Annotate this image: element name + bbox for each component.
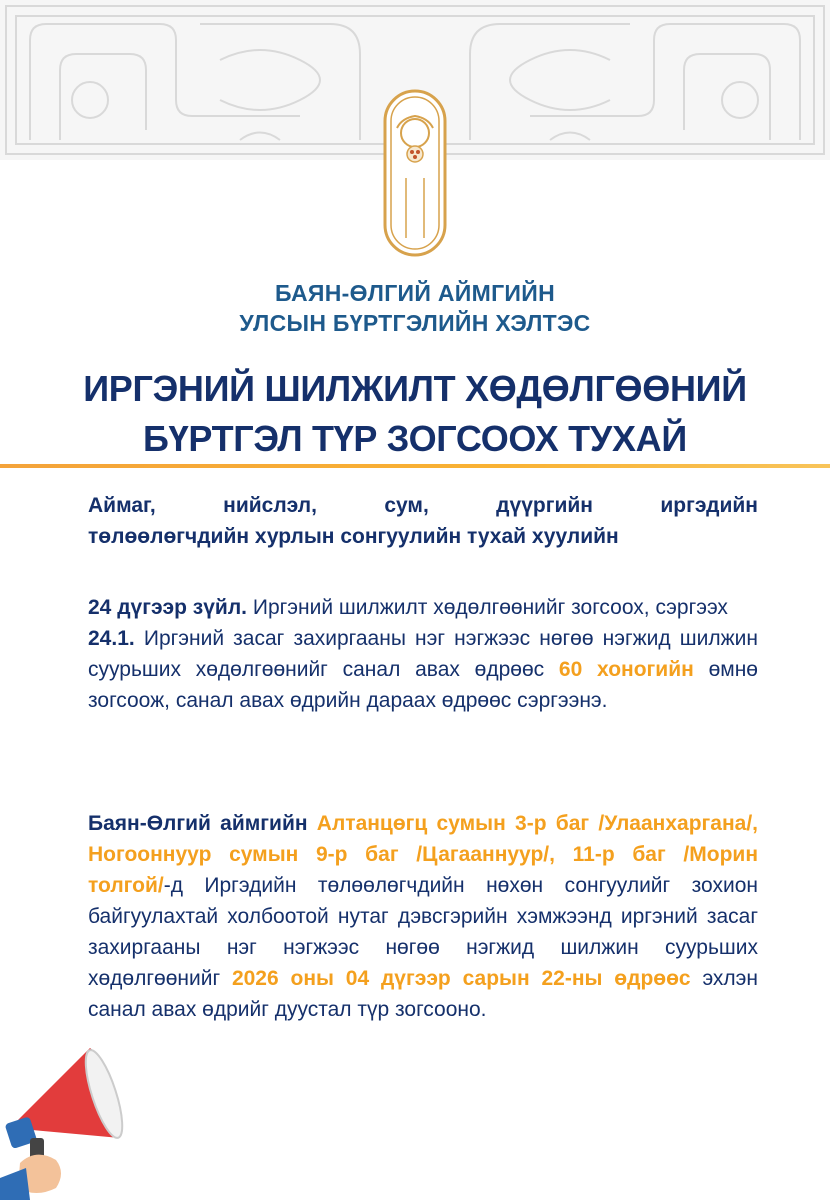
article-clause — [88, 623, 758, 716]
notice-text-b: эхлэн санал авах өдрийг дуустал түр зогсооно. — [88, 967, 758, 1021]
article-section — [88, 592, 758, 716]
clause-text-b: өмнө зогсоож, санал авах өдрийн дараах өдрөөс сэргээнэ. — [88, 658, 758, 712]
notice-lead: Баян-Өлгий аймгийн — [88, 812, 317, 835]
article-number: 24 дүгээр зүйл. — [88, 596, 248, 619]
org-name-line1: БАЯН-ӨЛГИЙ АЙМГИЙН — [275, 280, 555, 306]
notice-date: 2026 оны 04 дүгээр сарын 22-ны өдрөөс — [231, 967, 691, 990]
law-line1: Аймаг, нийслэл, сум, дүүргийн иргэдийн — [88, 494, 758, 517]
megaphone-icon — [0, 1028, 150, 1200]
page-title-line1: ИРГЭНИЙ ШИЛЖИЛТ ХӨДӨЛГӨӨНИЙ — [83, 368, 747, 409]
org-name-line2: УЛСЫН БҮРТГЭЛИЙН ХЭЛТЭС — [239, 310, 591, 336]
notice-paragraph — [88, 808, 758, 1025]
clause-text-a: Иргэний засаг захиргааны нэг нэгжээс нөгөө нэгжид шилжин суурьших хөдөлгөөнийг санал авах өдрөөс — [88, 627, 758, 681]
law-reference — [88, 490, 758, 552]
emblem-icon — [382, 88, 448, 258]
title-divider — [0, 464, 830, 468]
notice-text-a: -д Иргэдийн төлөөлөгчдийн нөхөн сонгуулийг зохион байгуулахтай холбоотой нутаг дэвсгэрийн хэмжээнд иргэний засаг захиргааны нэг нэгжээс нөгөө нэгжид шилжин суурьших хөдөлгөөнийг — [88, 874, 758, 990]
law-line2: төлөөлөгчдийн хурлын сонгуулийн тухай хуулийн — [88, 525, 619, 548]
clause-number: 24.1. — [88, 627, 135, 650]
article-heading — [88, 592, 758, 623]
notice-places: Алтанцөгц сумын 3-р баг /Улаанхаргана/, Ногооннуур сумын 9-р баг /Цагааннуур/, 11-р баг /Морин толгой/ — [88, 812, 758, 897]
clause-highlight: 60 хоногийн — [558, 658, 694, 681]
article-heading-text: Иргэний шилжилт хөдөлгөөнийг зогсоох, сэргээх — [247, 596, 728, 619]
page-title-line2: БҮРТГЭЛ ТҮР ЗОГСООХ ТУХАЙ — [143, 418, 687, 459]
